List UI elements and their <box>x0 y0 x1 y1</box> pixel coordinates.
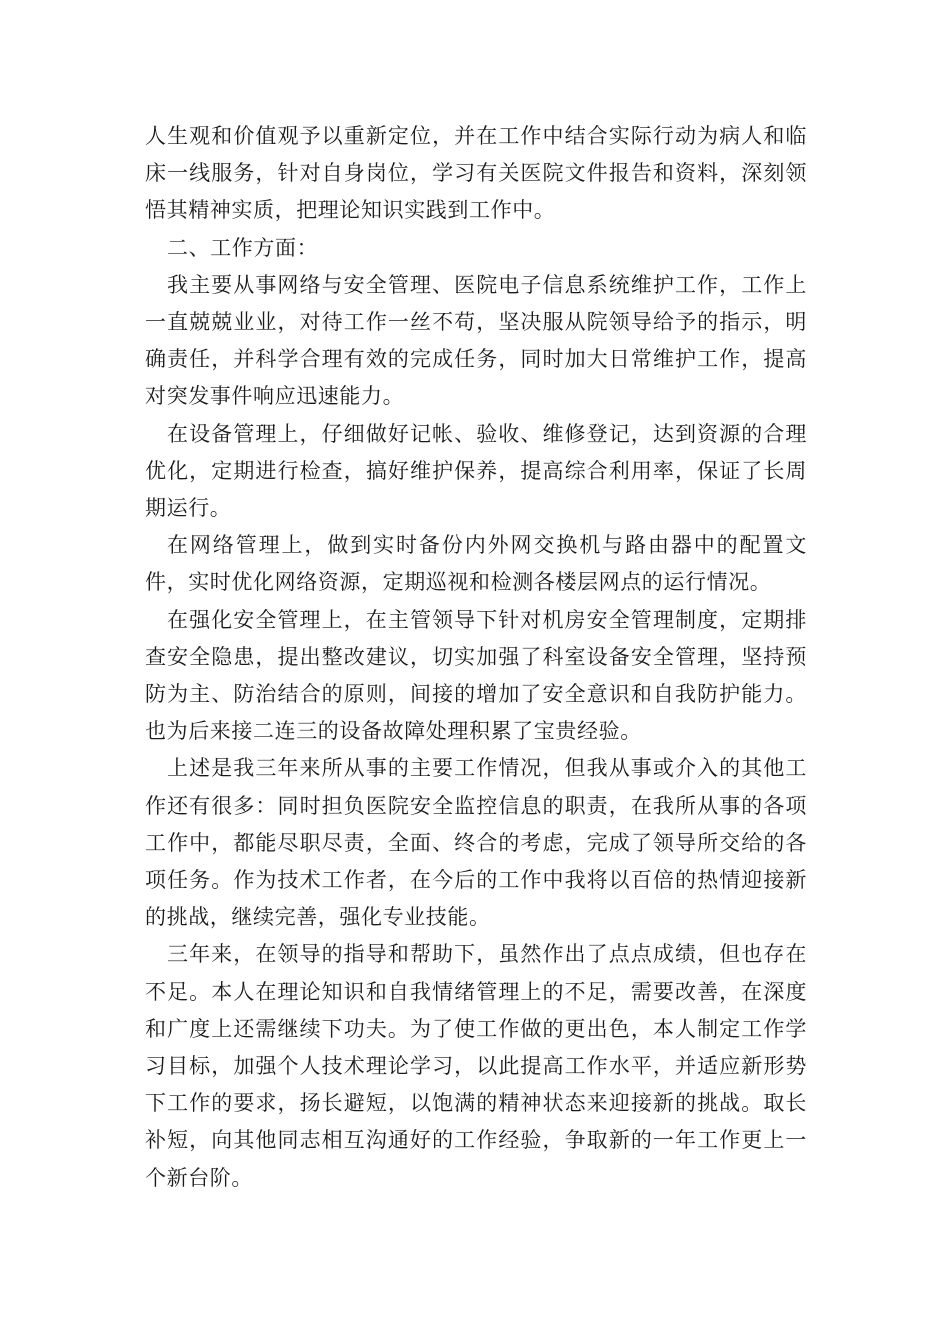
paragraph-8: 三年来，在领导的指导和帮助下，虽然作出了点点成绩，但也存在不足。本人在理论知识和自我情绪管理上的不足，需要改善，在深度和广度上还需继续下功夫。为了使工作做的更出色，本人制定工作学习目标，加强个人技术理论学习，以此提高工作水平，并适应新形势下工作的要求，扬长避短，以饱满的精神状态来迎接新的挑战。取长补短，向其他同志相互沟通好的工作经验，争取新的一年工作更上一个新台阶。 <box>145 942 807 1190</box>
paragraph-3: 我主要从事网络与安全管理、医院电子信息系统维护工作，工作上一直兢兢业业，对待工作一丝不苟，坚决服从院领导给予的指示，明确责任，并科学合理有效的完成任务，同时加大日常维护工作，提高对突发事件响应迅速能力。 <box>145 272 807 409</box>
paragraph-1: 人生观和价值观予以重新定位，并在工作中结合实际行动为病人和临床一线服务，针对自身岗位，学习有关医院文件报告和资料，深刻领悟其精神实质，把理论知识实践到工作中。 <box>145 124 807 223</box>
document-body <box>145 118 807 1197</box>
section-heading-work: 二、工作方面： <box>167 235 319 260</box>
paragraph-6: 在强化安全管理上，在主管领导下针对机房安全管理制度，定期排查安全隐患，提出整改建议，切实加强了科室设备安全管理，坚持预防为主、防治结合的原则，间接的增加了安全意识和自我防护能力。也为后来接二连三的设备故障处理积累了宝贵经验。 <box>145 607 807 744</box>
paragraph-5: 在网络管理上，做到实时备份内外网交换机与路由器中的配置文件，实时优化网络资源，定期巡视和检测各楼层网点的运行情况。 <box>145 533 807 595</box>
paragraph-4: 在设备管理上，仔细做好记帐、验收、维修登记，达到资源的合理优化，定期进行检查，搞好维护保养，提高综合利用率，保证了长周期运行。 <box>145 421 807 521</box>
paragraph-7: 上述是我三年来所从事的主要工作情况，但我从事或介入的其他工作还有很多：同时担负医院安全监控信息的职责，在我所从事的各项工作中，都能尽职尽责，全面、终合的考虑，完成了领导所交给的各项任务。作为技术工作者，在今后的工作中我将以百倍的热情迎接新的挑战，继续完善，强化专业技能。 <box>145 756 807 930</box>
